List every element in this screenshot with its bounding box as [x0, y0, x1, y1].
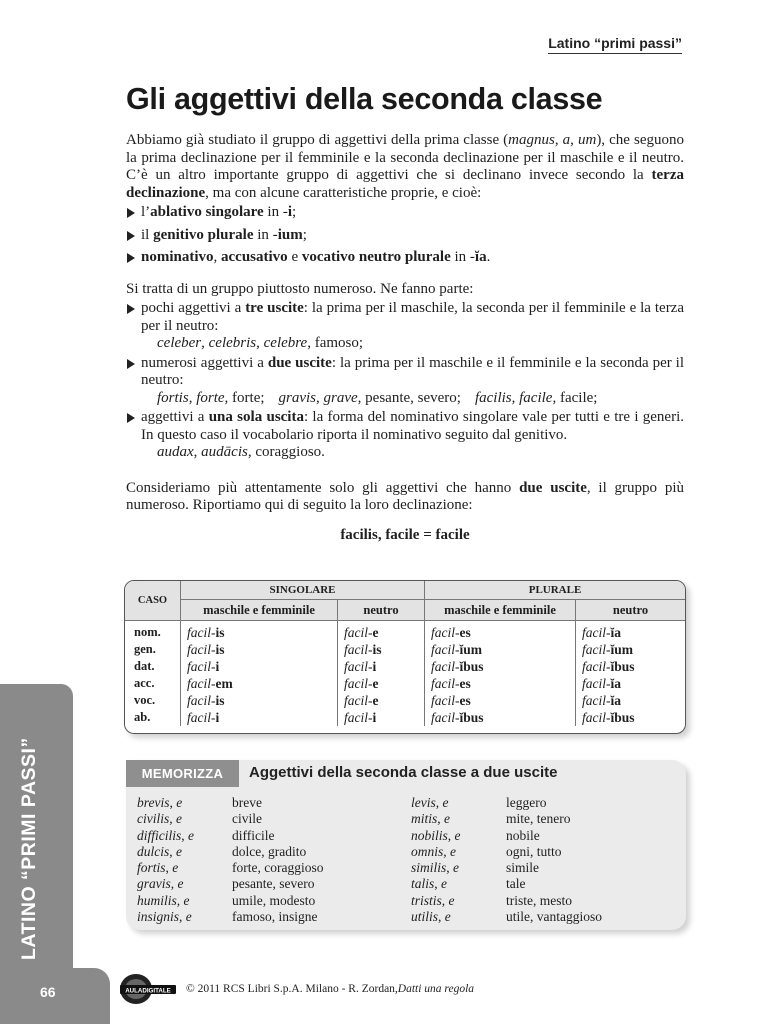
memorizza-box [126, 760, 686, 930]
table-cell [181, 641, 338, 658]
main-content [126, 132, 684, 544]
example-latin: gravis [278, 389, 317, 406]
vocab-latin: dulcis, e [137, 843, 182, 859]
cell-stem: facil- [431, 692, 460, 708]
example-latin: audācis [201, 444, 248, 460]
table-cell [576, 641, 686, 658]
vocab-latin-ending: e [176, 811, 182, 827]
caption-sep: , [377, 526, 386, 543]
case-label: dat. [134, 659, 155, 673]
vocab-latin-ending: e [441, 876, 448, 892]
table-cell [425, 658, 576, 675]
vocab-row [411, 811, 602, 827]
vocab-row [137, 893, 323, 909]
vocab-row [137, 844, 323, 860]
caption-word: facilis [340, 526, 378, 543]
feature-bold: i [287, 204, 292, 220]
feature-text: ; [292, 204, 297, 220]
group-text: : la prima per il maschile, la seconda per il femminile e la terza per il neutro: [141, 300, 684, 334]
example-sep: , [511, 389, 520, 406]
example-latin: grave [323, 389, 358, 406]
vocab-italian: civile [232, 811, 262, 827]
cell-stem: facil- [582, 709, 611, 725]
vocab-row [411, 876, 602, 892]
cell-ending: es [459, 675, 471, 691]
vocab-latin: mitis, e [411, 811, 451, 827]
example-sep: , [188, 389, 197, 406]
table-cell [576, 709, 686, 726]
vocab-latin-ending: e [450, 843, 457, 859]
table-cell [181, 692, 338, 709]
cell-stem: facil- [344, 624, 373, 640]
copyright-text: © 2011 RCS Libri S.p.A. Milano - R. Zordan, [186, 983, 398, 995]
feature-text: in - [253, 226, 278, 243]
table-cell [338, 675, 425, 692]
table-cell [338, 709, 425, 726]
feature-text: ; [302, 226, 307, 243]
vocab-italian: mite, tenero [506, 811, 571, 827]
table-cell [425, 675, 576, 692]
vocab-latin-stem: mitis [411, 811, 438, 827]
cell-stem: facil- [582, 658, 611, 674]
vocab-latin-stem: levis [411, 795, 436, 810]
group-bold: due uscite [267, 354, 332, 371]
cell-stem: facil- [344, 641, 373, 657]
cell-ending: e [372, 675, 379, 691]
feature-text: in - [263, 204, 288, 220]
side-label: LATINO “PRIMI PASSI” [18, 737, 40, 960]
cell-ending: ĭum [610, 641, 634, 657]
book-title: Datti una regola [397, 983, 475, 995]
cell-stem: facil- [431, 658, 460, 674]
group-item [126, 300, 684, 353]
example-latin: facilis [474, 389, 512, 406]
closing-text: , il gruppo più numeroso. Riportiamo qui di seguito la loro declinazione: [126, 479, 685, 513]
cell-ending: ĭbus [459, 709, 484, 725]
group-text: : la prima per il maschile e il femminile e la seconda per il neutro: [141, 354, 685, 388]
vocab-latin-stem: similis [411, 860, 447, 876]
cell-ending: i [215, 709, 220, 725]
cell-ending: is [215, 641, 225, 657]
header-tag: Latino “primi passi” [548, 35, 682, 54]
caption-sep: = [419, 526, 436, 543]
example-sep: , [201, 335, 209, 351]
cell-ending: em [215, 675, 233, 691]
table-cell [181, 709, 338, 726]
vocab-row [411, 893, 602, 909]
vocab-italian: forte, coraggioso [232, 860, 324, 876]
intro-sep-1: , [554, 132, 563, 148]
vocab-latin-ending: e [185, 909, 192, 925]
example-sep: , [193, 444, 202, 460]
vocab-latin: talis, e [411, 876, 448, 892]
feature-bold: ium [277, 226, 303, 243]
group-item [126, 355, 684, 408]
vocab-latin-stem: brevis [137, 795, 170, 810]
cell-stem: facil- [431, 709, 460, 725]
cell-ending: i [372, 709, 377, 725]
vocab-latin: levis, e [411, 795, 449, 810]
group-intro: Si tratta di un gruppo piuttosto numeroso. Ne fanno parte: [126, 280, 474, 297]
page-number: 66 [40, 984, 56, 1000]
vocab-latin: civilis, e [137, 811, 182, 827]
vocab-italian: utile, vantaggioso [506, 909, 602, 925]
memorizza-tag: MEMORIZZA [126, 760, 239, 787]
cell-ending: is [215, 624, 225, 640]
vocab-row [137, 909, 323, 925]
vocab-row [411, 860, 602, 876]
table-cell [576, 692, 686, 709]
vocab-italian: leggero [506, 795, 547, 810]
example-meaning: , coraggioso. [247, 444, 325, 460]
feature-item [126, 204, 684, 222]
cell-ending: e [372, 624, 379, 640]
table-cell [181, 658, 338, 675]
features-list [126, 204, 684, 267]
cell-stem: facil- [187, 658, 216, 674]
vocab-latin-stem: fortis [137, 860, 166, 876]
vocab-latin: tristis, e [411, 892, 455, 908]
cell-stem: facil- [582, 624, 611, 640]
vocab-latin-ending: e [176, 843, 182, 859]
vocab-latin-stem: humilis [137, 892, 177, 908]
cell-stem: facil- [431, 624, 460, 640]
cell-ending: ĭum [459, 641, 483, 657]
vocab-italian: breve [232, 795, 262, 810]
case-label: nom. [134, 625, 161, 639]
cell-stem: facil- [582, 641, 611, 657]
feature-bold: ablativo singolare [150, 204, 264, 220]
case-label: gen. [134, 642, 156, 656]
cell-stem: facil- [431, 641, 460, 657]
vocab-latin-ending: e [448, 892, 455, 908]
cell-ending: ĭa [610, 675, 622, 691]
table-row [125, 641, 685, 658]
feature-text: e [287, 249, 302, 265]
feature-item [126, 249, 684, 267]
table-cell [338, 692, 425, 709]
cell-stem: facil- [344, 675, 373, 691]
vocab-latin: omnis, e [411, 843, 457, 859]
example-meaning: , famoso; [307, 335, 364, 351]
memorizza-title: Aggettivi della seconda classe a due uscite [249, 764, 558, 781]
table-cell [576, 621, 686, 642]
cell-stem: facil- [582, 692, 611, 708]
header-sg-n: neutro [338, 600, 425, 621]
table-row [125, 709, 685, 726]
vocab-latin-ending: e [172, 860, 179, 876]
vocab-italian: dolce, gradito [232, 843, 307, 859]
vocab-latin: insignis, e [137, 909, 192, 925]
example-meaning: , pesante, severo; [357, 389, 461, 406]
header-singolare: SINGOLARE [181, 581, 425, 600]
vocab-latin: brevis, e [137, 795, 183, 810]
cell-ending: ĭa [610, 692, 622, 708]
group-bold: una sola uscita [208, 409, 304, 425]
table-cell [425, 692, 576, 709]
header-caso: CASO [125, 581, 181, 621]
header-sg-mf: maschile e femminile [181, 600, 338, 621]
vocab-latin: similis, e [411, 860, 460, 876]
vocab-latin-stem: insignis [137, 909, 180, 925]
example-latin: forte [196, 389, 225, 406]
cell-ending: is [215, 692, 225, 708]
table-caption [126, 527, 684, 545]
vocab-latin-ending: e [176, 795, 183, 810]
cell-stem: facil- [344, 658, 373, 674]
intro-paragraph [126, 132, 684, 202]
example-latin: audax [157, 444, 194, 460]
group-example [141, 335, 684, 353]
feature-text: l’ [141, 204, 151, 220]
vocab-row [137, 876, 323, 892]
vocab-italian: triste, mesto [506, 892, 572, 908]
vocab-row [137, 828, 323, 844]
cell-stem: facil- [187, 692, 216, 708]
vocab-latin-ending: e [188, 827, 195, 843]
example-latin: celeber [157, 335, 202, 351]
group-item [126, 409, 684, 462]
header-plurale: PLURALE [425, 581, 686, 600]
intro-bold: terza declinazione [126, 167, 684, 201]
vocab-latin: fortis, e [137, 860, 179, 876]
closing-paragraph [126, 480, 684, 515]
intro-text-2: ), che seguono la prima declinazione per il femminile e la seconda declinazione per il maschile e il neutro. C’è un altro importante gruppo di aggettivi che si declinano invece secondo la [126, 132, 684, 183]
table-cell [576, 675, 686, 692]
group-bold: tre uscite [245, 300, 304, 316]
vocab-italian: umile, modesto [232, 892, 316, 908]
closing-text: Consideriamo più attentamente solo gli aggettivi che hanno [126, 479, 520, 496]
vocab-latin-stem: civilis [137, 811, 170, 827]
intro-text-1: Abbiamo già studiato il gruppo di aggettivi della prima classe ( [126, 132, 509, 148]
caption-word: facile [385, 526, 420, 543]
vocab-latin-ending: e [442, 795, 449, 810]
cell-ending: i [215, 658, 220, 674]
intro-sep-2: , [570, 132, 578, 148]
vocab-italian: simile [506, 860, 539, 876]
vocab-row [411, 909, 602, 925]
intro-latin-3: um [577, 132, 597, 148]
vocab-italian: famoso, insigne [232, 909, 318, 925]
example-latin: facile [519, 389, 553, 406]
vocab-latin-ending: e [177, 876, 184, 892]
example-sep: , [316, 389, 324, 406]
groups-list [126, 300, 684, 462]
vocab-row [411, 844, 602, 860]
vocab-italian: ogni, tutto [506, 843, 562, 859]
footer [118, 972, 474, 1006]
cell-stem: facil- [187, 709, 216, 725]
example-latin: fortis [157, 389, 189, 406]
declension-table [124, 580, 686, 734]
memorizza-right-column [411, 795, 602, 925]
vocab-latin: nobilis, e [411, 827, 461, 843]
vocab-latin-ending: e [444, 811, 451, 827]
cell-ending: es [459, 692, 471, 708]
intro-latin-2: a [562, 132, 571, 148]
cell-stem: facil- [344, 709, 373, 725]
vocab-latin-stem: gravis [137, 876, 171, 892]
table-cell [181, 621, 338, 642]
vocab-row [411, 795, 602, 811]
vocab-italian: difficile [232, 827, 275, 843]
vocab-latin-ending: e [183, 892, 190, 908]
intro-text-3: , ma con alcune caratteristiche proprie, e cioè: [205, 184, 482, 201]
case-label: acc. [134, 676, 155, 690]
table-cell [425, 621, 576, 642]
table-row [125, 658, 685, 675]
cell-stem: facil- [187, 675, 216, 691]
table-row [125, 692, 685, 709]
group-text: pochi aggettivi a [141, 300, 246, 316]
group-text: aggettivi a [141, 409, 209, 425]
vocab-latin: humilis, e [137, 892, 190, 908]
table-cell [338, 658, 425, 675]
cell-ending: es [459, 624, 471, 640]
vocab-latin-stem: dulcis [137, 843, 170, 859]
feature-text: in - [450, 249, 475, 265]
cell-ending: ĭbus [610, 709, 635, 725]
feature-bold: ĭa [474, 249, 487, 265]
memorizza-left-column [137, 795, 323, 925]
cell-stem: facil- [431, 675, 460, 691]
cell-ending: ĭbus [459, 658, 484, 674]
case-label: voc. [134, 693, 156, 707]
feature-text: il [141, 226, 154, 243]
feature-item [126, 227, 684, 245]
group-example [141, 444, 684, 462]
vocab-row [137, 860, 323, 876]
cell-stem: facil- [344, 692, 373, 708]
header-pl-n: neutro [576, 600, 686, 621]
vocab-italian: pesante, severo [232, 876, 315, 892]
group-example [141, 390, 684, 408]
vocab-latin-stem: nobilis [411, 827, 448, 843]
feature-bold: accusativo [221, 249, 288, 265]
vocab-latin-stem: talis [411, 876, 435, 892]
cell-ending: ĭbus [610, 658, 635, 674]
example-sep: , [256, 335, 264, 351]
page-title: Gli aggettivi della seconda classe [126, 82, 603, 116]
group-text: : la forma del nominativo singolare vale per tutti e tre i generi. In questo caso il vocabolario riporta il nominativo seguito dal genitivo. [141, 409, 684, 443]
example-latin: celebris [208, 335, 257, 351]
case-label: ab. [134, 710, 151, 724]
table-cell [338, 641, 425, 658]
vocab-latin-ending: e [453, 860, 460, 876]
feature-text: , [213, 249, 222, 265]
cell-stem: facil- [187, 641, 216, 657]
cell-stem: facil- [582, 675, 611, 691]
vocab-latin-stem: omnis [411, 843, 444, 859]
example-meaning: , facile; [552, 389, 598, 406]
vocab-latin-stem: tristis [411, 892, 442, 908]
table-row [125, 675, 685, 692]
caption-word: facile [435, 526, 470, 543]
cell-ending: i [372, 658, 377, 674]
table-row [125, 621, 685, 642]
vocab-latin: difficilis, e [137, 827, 195, 843]
table-cell [181, 675, 338, 692]
table-cell [338, 621, 425, 642]
vocab-row [137, 811, 323, 827]
vocab-row [137, 795, 323, 811]
vocab-latin-stem: difficilis [137, 827, 182, 843]
vocab-latin: utilis, e [411, 909, 451, 925]
closing-bold: due uscite [519, 479, 587, 496]
group-text: numerosi aggettivi a [141, 354, 268, 371]
feature-bold: vocativo neutro plurale [301, 249, 451, 265]
cell-ending: is [372, 641, 382, 657]
vocab-latin-ending: e [454, 827, 461, 843]
intro-latin-1: magnus [508, 132, 555, 148]
table-cell [425, 641, 576, 658]
example-meaning: , forte; [224, 389, 265, 406]
auladigitale-logo-icon [118, 972, 178, 1006]
table-cell [425, 709, 576, 726]
vocab-italian: nobile [506, 827, 540, 843]
example-latin: celebre [263, 335, 308, 351]
vocab-latin-ending: e [444, 909, 451, 925]
logo-text: AULADIGITALE [125, 987, 171, 995]
feature-bold: nominativo [141, 249, 214, 265]
header-pl-mf: maschile e femminile [425, 600, 576, 621]
feature-bold: genitivo plurale [153, 226, 254, 243]
vocab-row [411, 828, 602, 844]
feature-text: . [486, 249, 491, 265]
vocab-latin-stem: utilis [411, 909, 439, 925]
cell-ending: ĭa [610, 624, 622, 640]
cell-ending: e [372, 692, 379, 708]
vocab-italian: tale [506, 876, 526, 892]
table-cell [576, 658, 686, 675]
vocab-latin: gravis, e [137, 876, 184, 892]
cell-stem: facil- [187, 624, 216, 640]
